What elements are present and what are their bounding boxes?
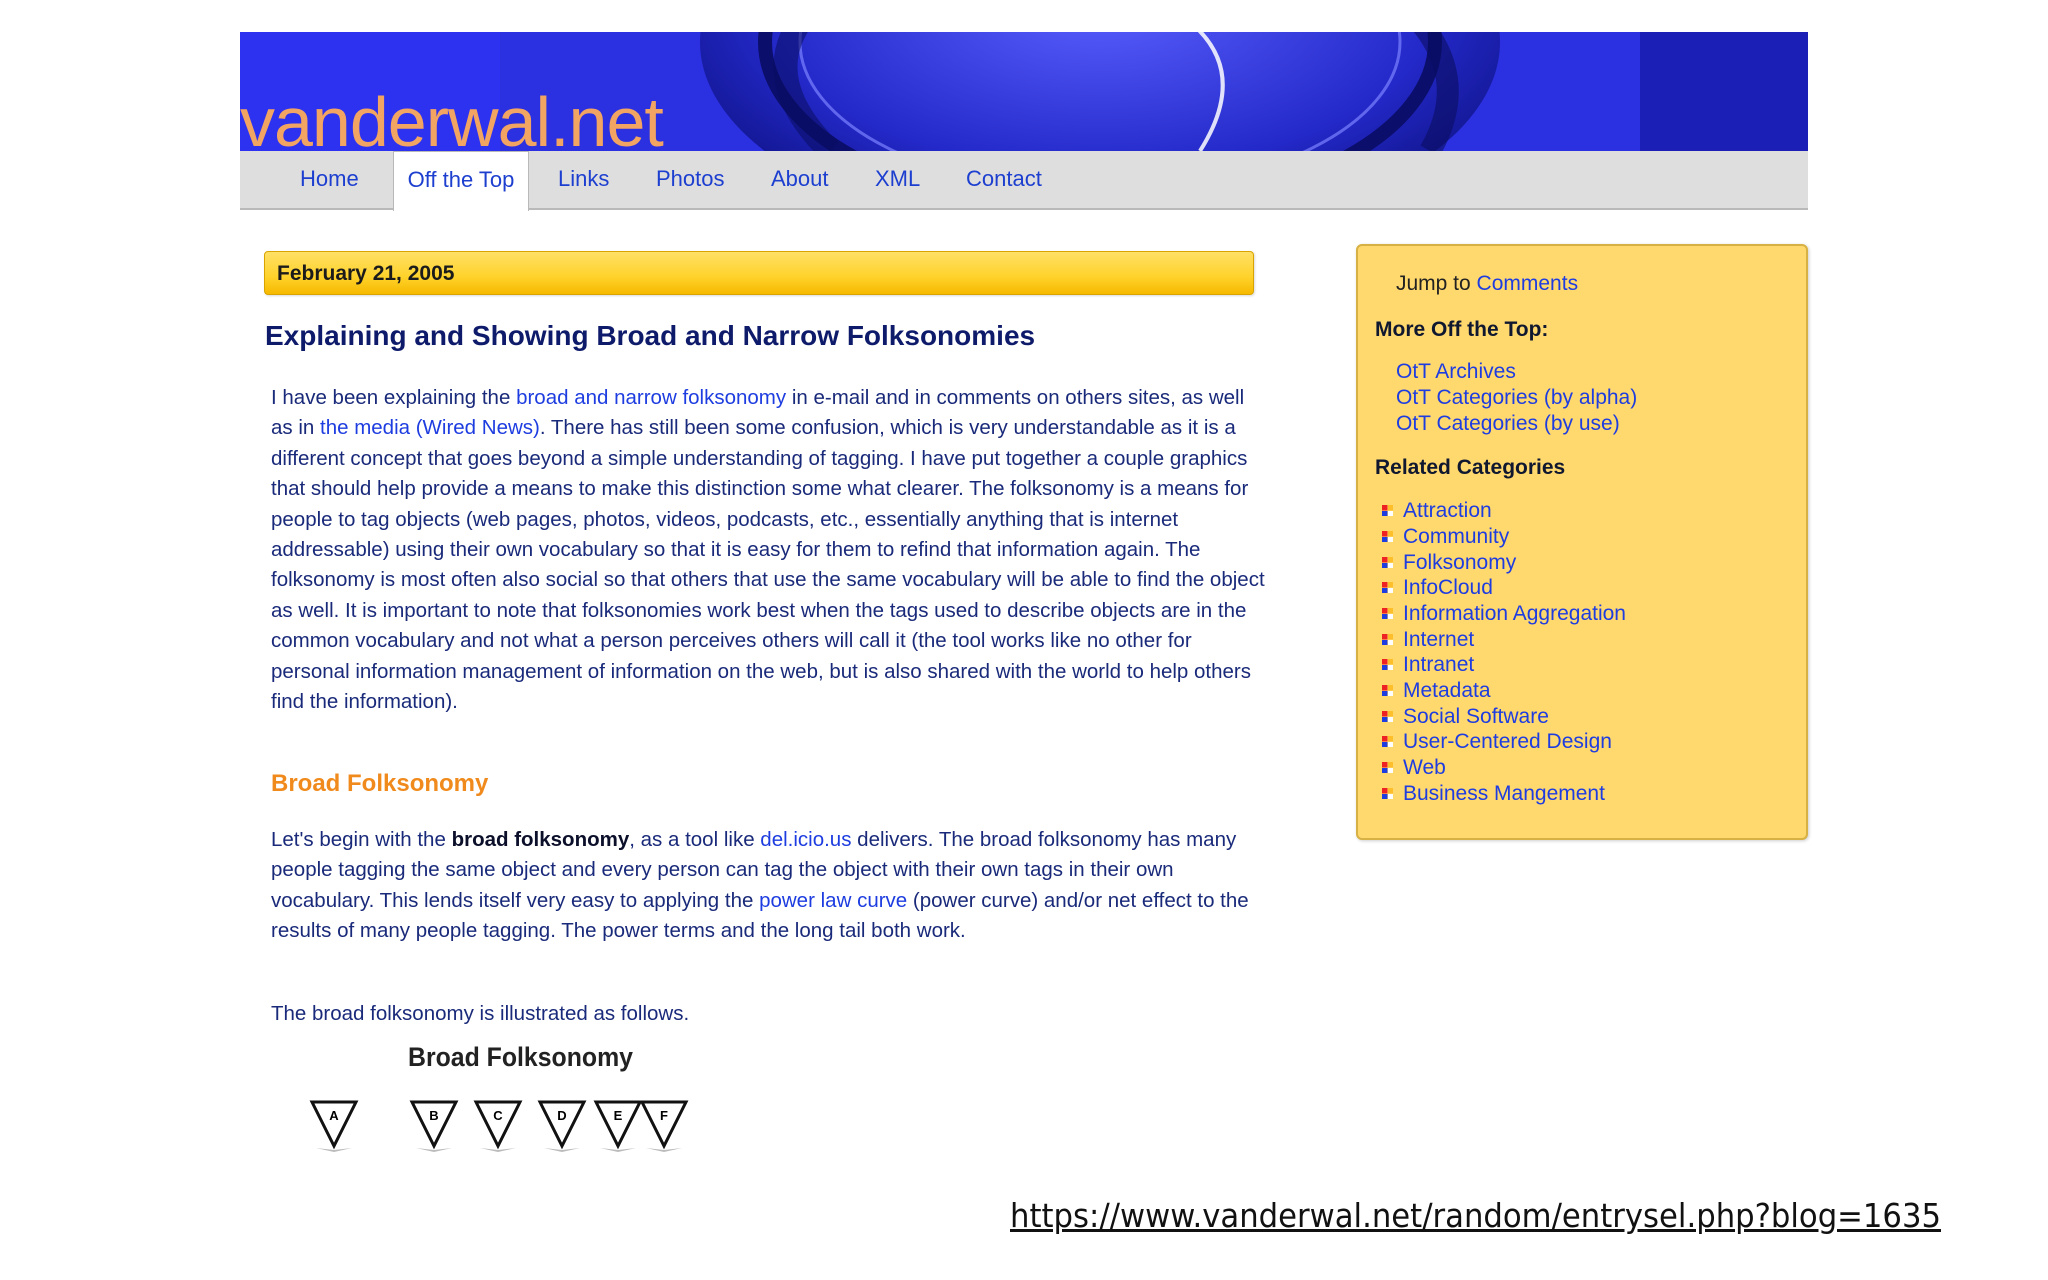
bullet-icon xyxy=(1382,557,1393,568)
bullet-icon xyxy=(1382,634,1393,645)
nav-about[interactable]: About xyxy=(771,166,829,191)
marker-label: F xyxy=(660,1108,668,1123)
category-label: Metadata xyxy=(1403,679,1491,702)
section-heading: Broad Folksonomy xyxy=(271,770,489,797)
site-logo[interactable]: vanderwal.net xyxy=(240,83,663,151)
broad-narrow-folksonomy-link[interactable]: broad and narrow folksonomy xyxy=(516,386,787,409)
text: Let's begin with the xyxy=(271,828,452,851)
category-label: Attraction xyxy=(1403,499,1492,522)
category-metadata[interactable] xyxy=(1382,679,1491,703)
sidebar xyxy=(1356,244,1808,840)
category-label: Folksonomy xyxy=(1403,551,1517,574)
marker-label: E xyxy=(613,1108,623,1123)
marker-label: D xyxy=(557,1108,567,1123)
tag-marker-a xyxy=(308,1098,360,1152)
bullet-icon xyxy=(1382,659,1393,670)
category-infocloud[interactable] xyxy=(1382,576,1493,600)
related-categories-heading: Related Categories xyxy=(1375,456,1566,479)
source-url-caption[interactable]: https://www.vanderwal.net/random/entrysel.php?blog=1635 xyxy=(1010,1196,1942,1235)
post-paragraph-2 xyxy=(271,825,1271,947)
category-intranet[interactable] xyxy=(1382,653,1474,677)
post-paragraph-3: The broad folksonomy is illustrated as follows. xyxy=(271,1002,690,1025)
text: . There has still been some confusion, which is very understandable as it is a different concept that goes beyond a simple understanding of tagging. I have put together a couple graphics that should help provide a means to make this distinction some what clearer. The folksonomy is a means for people to tag objects (web pages, photos, videos, podcasts, etc., essentially anything that is internet addressable) using their own vocabulary so that it is easy for them to refind that information again. The folksonomy is most often also social so that others that use the same vocabulary will be able to find the object as well. It is important to note that folksonomies work best when the tags used to describe objects are in the common vocabulary and not what a person perceives others will call it (the tool works like no other for personal information management of information on the web, but is also shared with the world to help others find the information). xyxy=(271,416,1265,714)
category-label: Web xyxy=(1403,756,1446,779)
tag-marker-e xyxy=(592,1098,644,1152)
text: delivers. The broad folksonomy has many people tagging the same object and every person can tag the object with their own tags in their own vocabulary. This lends itself very easy to applying the xyxy=(271,828,1237,912)
triangle-icon xyxy=(592,1098,644,1152)
post-paragraph-1 xyxy=(271,383,1271,717)
tag-marker-b xyxy=(408,1098,460,1152)
wired-news-link[interactable]: the media (Wired News) xyxy=(320,416,540,440)
marker-label: C xyxy=(493,1108,503,1123)
text: (power curve) and/or net effect to the results of many people tagging. The power terms and the long tail both work. xyxy=(271,888,1249,943)
category-information-aggregation[interactable] xyxy=(1382,602,1626,626)
triangle-icon xyxy=(408,1098,460,1152)
nav-home[interactable]: Home xyxy=(300,166,359,191)
bullet-icon xyxy=(1382,685,1393,696)
diagram-title: Broad Folksonomy xyxy=(408,1042,633,1072)
category-label: Information Aggregation xyxy=(1403,602,1626,625)
nav-xml[interactable]: XML xyxy=(875,166,921,191)
main-nav xyxy=(240,151,1808,210)
category-label: Community xyxy=(1403,525,1510,548)
triangle-icon xyxy=(536,1098,588,1152)
tag-marker-d xyxy=(536,1098,588,1152)
site-banner xyxy=(240,32,1808,151)
bullet-icon xyxy=(1382,531,1393,542)
jump-label: Jump to xyxy=(1396,272,1477,295)
category-internet[interactable] xyxy=(1382,628,1474,652)
bold-term: broad folksonomy xyxy=(451,828,630,851)
post-title: Explaining and Showing Broad and Narrow Folksonomies xyxy=(265,320,1036,351)
jump-to-comments xyxy=(1396,272,1578,296)
power-law-curve-link[interactable]: power law curve xyxy=(759,888,908,912)
bullet-icon xyxy=(1382,711,1393,722)
bullet-icon xyxy=(1382,762,1393,773)
delicious-link[interactable]: del.icio.us xyxy=(760,828,852,851)
more-off-the-top-heading: More Off the Top: xyxy=(1375,318,1549,341)
nav-photos[interactable]: Photos xyxy=(656,166,725,191)
marker-label: A xyxy=(329,1108,339,1123)
nav-links[interactable]: Links xyxy=(558,166,610,191)
category-web[interactable] xyxy=(1382,756,1446,780)
category-label: Business Mangement xyxy=(1403,782,1605,805)
nav-off-the-top[interactable]: Off the Top xyxy=(393,151,529,211)
category-label: User-Centered Design xyxy=(1403,730,1612,753)
category-folksonomy[interactable] xyxy=(1382,551,1516,575)
category-label: Internet xyxy=(1403,628,1475,651)
category-community[interactable] xyxy=(1382,525,1509,549)
marker-label: B xyxy=(429,1108,439,1123)
category-business-mangement[interactable] xyxy=(1382,782,1605,806)
category-label: Intranet xyxy=(1403,653,1475,676)
tag-marker-f xyxy=(638,1098,690,1152)
post-date-bar: February 21, 2005 xyxy=(264,251,1254,295)
bullet-icon xyxy=(1382,582,1393,593)
category-attraction[interactable] xyxy=(1382,499,1492,523)
triangle-icon xyxy=(638,1098,690,1152)
text: I have been explaining the xyxy=(271,386,517,409)
triangle-icon xyxy=(308,1098,360,1152)
triangle-icon xyxy=(472,1098,524,1152)
ott-categories-use-link[interactable]: OtT Categories (by use) xyxy=(1396,412,1620,435)
bullet-icon xyxy=(1382,608,1393,619)
category-label: Social Software xyxy=(1403,705,1549,728)
category-user-centered-design[interactable] xyxy=(1382,730,1612,754)
text: , as a tool like xyxy=(629,828,761,851)
bullet-icon xyxy=(1382,736,1393,747)
bullet-icon xyxy=(1382,505,1393,516)
ott-categories-alpha-link[interactable]: OtT Categories (by alpha) xyxy=(1396,386,1638,409)
ott-archives-link[interactable]: OtT Archives xyxy=(1396,360,1516,383)
comments-link[interactable]: Comments xyxy=(1476,272,1579,295)
text: in e-mail and in comments on others sites, as well as in xyxy=(271,386,1245,440)
category-social-software[interactable] xyxy=(1382,705,1549,729)
category-label: InfoCloud xyxy=(1403,576,1493,599)
bullet-icon xyxy=(1382,788,1393,799)
nav-contact[interactable]: Contact xyxy=(966,166,1042,191)
tag-marker-c xyxy=(472,1098,524,1152)
